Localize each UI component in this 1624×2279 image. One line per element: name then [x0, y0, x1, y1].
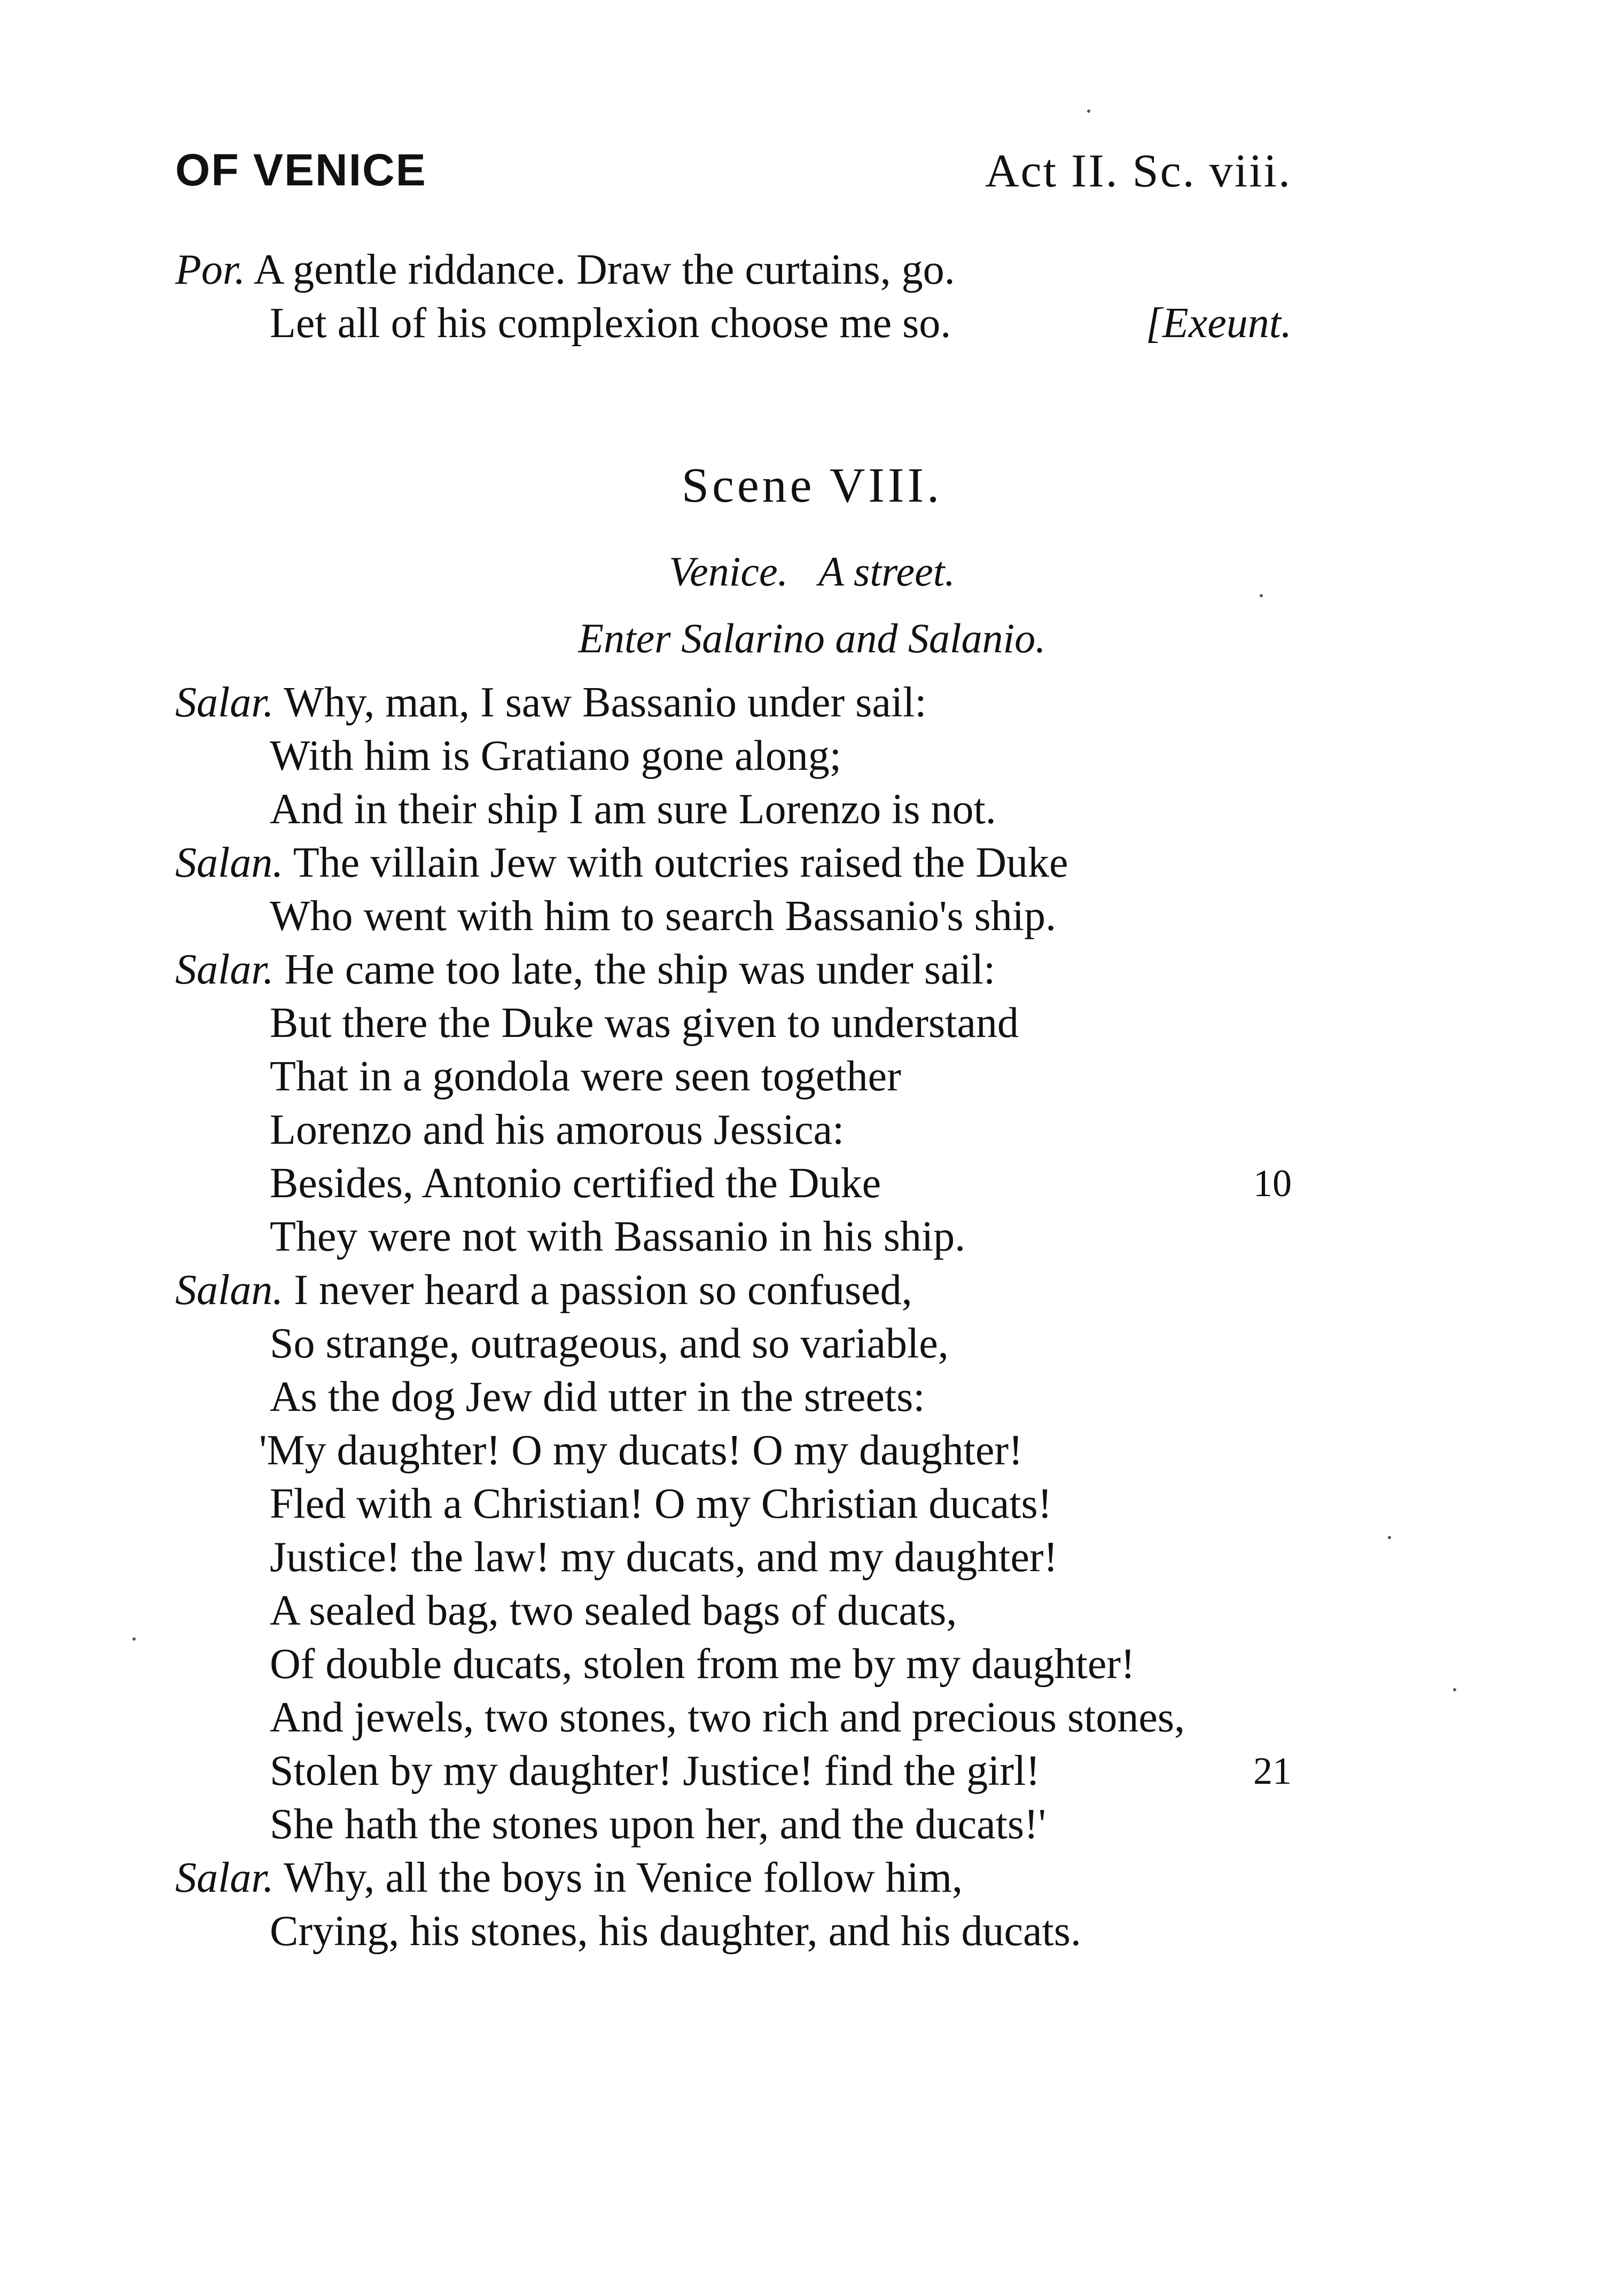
speech-line	[175, 1263, 912, 1317]
verse-line: A sealed bag, two sealed bags of ducats,	[270, 1587, 957, 1634]
line-number: 21	[1253, 1750, 1292, 1792]
verse-line: 'My daughter! O my ducats! O my daughter!	[259, 1427, 1023, 1474]
speech-line	[175, 943, 995, 996]
speaker-label: Salar.	[175, 946, 274, 993]
scan-speck	[1087, 110, 1090, 113]
stage-direction-exeunt: [Exeunt.	[1145, 300, 1292, 347]
verse-line: Why, man, I saw Bassanio under sail:	[284, 679, 927, 726]
speaker-label: Salar.	[175, 1854, 274, 1901]
prev-scene-line-1	[175, 243, 955, 296]
verse-line: I never heard a passion so confused,	[294, 1267, 912, 1314]
prev-scene-line-2: Let all of his complexion choose me so.	[270, 300, 951, 347]
speaker-label: Salan.	[175, 839, 284, 886]
verse-line: As the dog Jew did utter in the streets:	[270, 1373, 925, 1421]
verse-line: And in their ship I am sure Lorenzo is not.	[270, 786, 996, 833]
verse-line: Lorenzo and his amorous Jessica:	[270, 1106, 845, 1153]
verse-line: Besides, Antonio certified the Duke	[270, 1160, 881, 1207]
verse-line: The villain Jew with outcries raised the Duke	[293, 839, 1068, 886]
scan-speck	[1260, 594, 1263, 597]
verse-line: She hath the stones upon her, and the ducats!'	[270, 1801, 1047, 1848]
verse-line: Stolen by my daughter! Justice! find the girl!	[270, 1747, 1040, 1794]
speech-line	[175, 676, 927, 729]
verse-line: Why, all the boys in Venice follow him,	[284, 1854, 963, 1901]
running-header	[175, 144, 1292, 208]
scene-setting: Venice. A street.	[669, 548, 955, 595]
header-title: OF VENICE	[175, 145, 427, 195]
verse-line: With him is Gratiano gone along;	[270, 732, 841, 779]
speaker-label: Por.	[175, 246, 246, 293]
verse-line: Who went with him to search Bassanio's ship.	[270, 893, 1056, 940]
verse-line: Crying, his stones, his daughter, and his ducats.	[270, 1908, 1081, 1955]
verse-line: That in a gondola were seen together	[270, 1053, 901, 1100]
scan-speck	[132, 1637, 136, 1641]
scan-speck	[1453, 1688, 1456, 1691]
verse-line: Of double ducats, stolen from me by my daughter!	[270, 1641, 1135, 1688]
verse-line: And jewels, two stones, two rich and precious stones,	[270, 1694, 1185, 1741]
line-number: 10	[1253, 1162, 1292, 1205]
speech-line	[175, 1851, 963, 1905]
stage-direction-enter: Enter Salarino and Salanio.	[578, 615, 1046, 661]
verse-line: So strange, outrageous, and so variable,	[270, 1320, 949, 1367]
speaker-label: Salan.	[175, 1267, 284, 1314]
header-act-scene: Act II. Sc. viii.	[985, 145, 1292, 197]
verse-line: He came too late, the ship was under sail:	[284, 946, 996, 993]
scene-title: Scene VIII.	[681, 458, 943, 512]
scan-speck	[1388, 1536, 1391, 1539]
verse-line: A gentle riddance. Draw the curtains, go.	[253, 246, 955, 293]
verse-line: Fled with a Christian! O my Christian ducats!	[270, 1480, 1052, 1527]
speech-line	[175, 836, 1068, 889]
verse-line: They were not with Bassanio in his ship.	[270, 1213, 966, 1260]
verse-line: But there the Duke was given to understand	[270, 1000, 1019, 1047]
speaker-label: Salar.	[175, 679, 274, 726]
verse-line: Justice! the law! my ducats, and my daughter!	[270, 1534, 1058, 1581]
